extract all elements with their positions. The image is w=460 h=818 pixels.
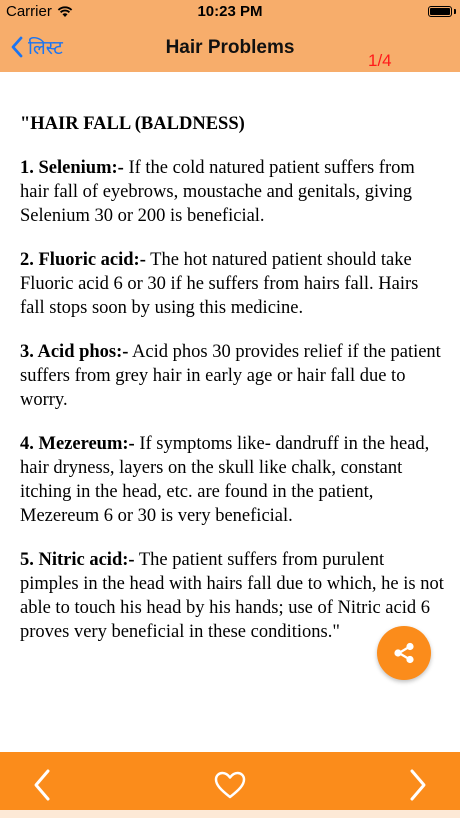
remedy-item xyxy=(20,156,445,228)
share-icon xyxy=(391,640,417,666)
remedy-item xyxy=(20,340,445,412)
article-content xyxy=(20,112,445,664)
article-heading: "HAIR FALL (BALDNESS) xyxy=(20,114,245,134)
remedy-label: 4. Mezereum:- xyxy=(20,434,135,454)
next-button[interactable] xyxy=(388,752,448,818)
remedy-text: Acid phos 30 provides relief if the patient suffers from grey hair in early age or hair fall due to worry. xyxy=(20,342,441,410)
remedy-text: The hot natured patient should take Fluoric acid 6 or 30 if he suffers from hairs fall. Hairs fall stops soon by using this medicine. xyxy=(20,250,419,318)
remedy-label: 5. Nitric acid:- xyxy=(20,550,135,570)
favorite-button[interactable] xyxy=(200,752,260,818)
bottom-edge xyxy=(0,810,460,818)
page-indicator: 1/4 xyxy=(368,51,392,70)
bottom-toolbar xyxy=(0,752,460,818)
battery-tip xyxy=(454,9,456,14)
remedy-label: 1. Selenium:- xyxy=(20,158,124,178)
battery-icon xyxy=(428,6,452,17)
navigation-bar xyxy=(0,24,460,72)
chevron-right-icon xyxy=(407,768,429,802)
chevron-left-icon xyxy=(31,768,53,802)
status-bar xyxy=(0,0,460,24)
remedy-item xyxy=(20,432,445,528)
remedy-text: If symptoms like- dandruff in the head, hair dryness, layers on the skull like chalk, constant itching in the head, etc. are found in the patient, Mezereum 6 or 30 is very beneficial. xyxy=(20,434,430,526)
remedy-label: 3. Acid phos:- xyxy=(20,342,129,362)
carrier-label: Carrier xyxy=(6,3,52,20)
remedy-label: 2. Fluoric acid:- xyxy=(20,250,146,270)
previous-button[interactable] xyxy=(12,752,72,818)
remedy-item xyxy=(20,248,445,320)
back-label: लिस्ट xyxy=(28,38,63,59)
remedy-text: The patient suffers from purulent pimples in the head with hairs fall due to which, he is not able to touch his head by his hands; use of Nitric acid 6 proves very beneficial in these conditions." xyxy=(20,550,444,642)
page-title: Hair Problems xyxy=(165,37,295,58)
share-button[interactable] xyxy=(377,626,431,680)
status-time: 10:23 PM xyxy=(197,3,263,20)
remedy-text: If the cold natured patient suffers from hair fall of eyebrows, moustache and genitals, giving Selenium 30 or 200 is beneficial. xyxy=(20,158,415,226)
remedy-item xyxy=(20,548,445,644)
top-bar xyxy=(0,0,460,72)
heart-icon xyxy=(213,770,247,800)
